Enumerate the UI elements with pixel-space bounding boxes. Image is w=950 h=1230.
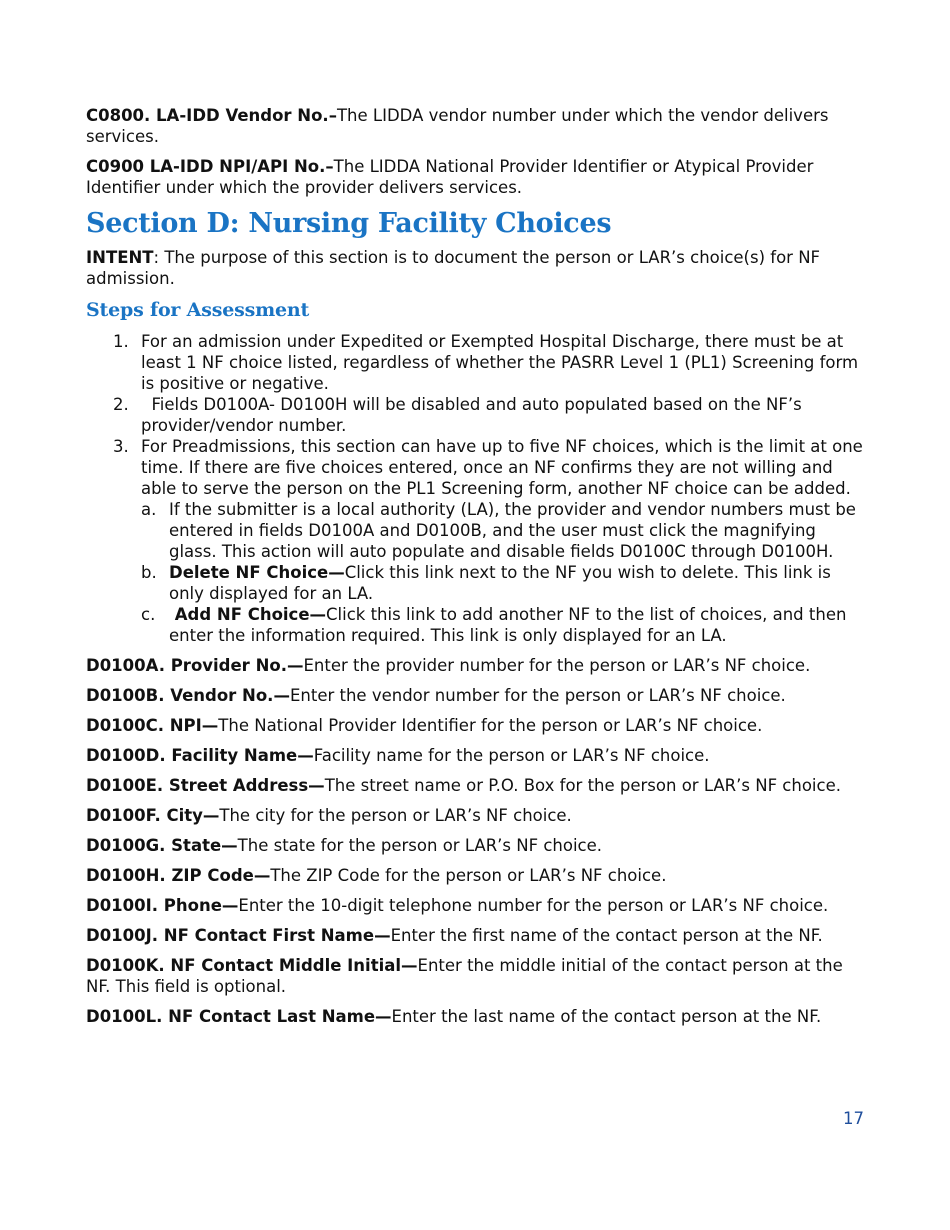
substeps-list [141, 499, 866, 646]
substep-term: Delete NF Choice— [169, 563, 345, 582]
definition-c0900 [86, 156, 866, 198]
substep-text: If the submitter is a local authority (LA), the provider and vendor numbers must be entered in fields D0100A and D0100B, and the user must click the magnifying glass. This action will auto populate and disable fields D0100C through D0100H. [169, 500, 856, 561]
definition-term: D0100E. Street Address— [86, 776, 325, 795]
definition-d0100k [86, 955, 866, 997]
definition-term: D0100F. City— [86, 806, 220, 825]
definition-text: Enter the vendor number for the person or LAR’s NF choice. [289, 686, 786, 705]
substep-letter: c. [141, 605, 156, 624]
definition-d0100b [86, 685, 866, 706]
definition-d0100g [86, 835, 866, 856]
page-number: 17 [843, 1109, 864, 1128]
substep-text: Click this link to add another NF to the list of choices, and then enter the information required. This link is only displayed for an LA. [169, 605, 847, 645]
step-number: 1. [113, 332, 129, 351]
step-text: Fields D0100A- D0100H will be disabled and auto populated based on the NF’s provider/vendor number. [141, 395, 807, 435]
step-text: For an admission under Expedited or Exempted Hospital Discharge, there must be at least 1 NF choice listed, regardless of whether the PASRR Level 1 (PL1) Screening form is positive or negative. [141, 332, 859, 393]
definition-c0800 [86, 105, 866, 147]
step-item [86, 331, 866, 394]
definition-term: D0100C. NPI— [86, 716, 219, 735]
definition-term: D0100D. Facility Name— [86, 746, 314, 765]
substep-letter: b. [141, 563, 157, 582]
definition-term: D0100A. Provider No.— [86, 656, 304, 675]
definition-d0100f [86, 805, 866, 826]
section-title: Section D: Nursing Facility Choices [86, 208, 612, 239]
definition-text: The ZIP Code for the person or LAR’s NF choice. [270, 866, 667, 885]
definition-d0100e [86, 775, 866, 796]
substep-term: Add NF Choice— [169, 605, 327, 624]
step-number: 2. [113, 395, 129, 414]
steps-list [86, 331, 866, 646]
definition-text: The National Provider Identifier for the person or LAR’s NF choice. [218, 716, 763, 735]
document-page [86, 105, 866, 1036]
definition-text: Facility name for the person or LAR’s NF choice. [313, 746, 710, 765]
definition-term: D0100K. NF Contact Middle Initial— [86, 956, 418, 975]
step-text: For Preadmissions, this section can have up to five NF choices, which is the limit at one time. If there are five choices entered, once an NF confirms they are not willing and able to serve the person on the PL1 Screening form, another NF choice can be added. [141, 437, 863, 498]
definition-d0100j [86, 925, 866, 946]
intent-label: INTENT [86, 248, 154, 267]
intent-text: : The purpose of this section is to document the person or LAR’s choice(s) for NF admission. [86, 248, 821, 288]
substep-item [141, 562, 866, 604]
definition-d0100d [86, 745, 866, 766]
step-number: 3. [113, 437, 129, 456]
definition-text: Enter the 10-digit telephone number for the person or LAR’s NF choice. [238, 896, 829, 915]
definition-text: Enter the provider number for the person or LAR’s NF choice. [303, 656, 811, 675]
definition-text: The LIDDA National Provider Identifier or Atypical Provider Identifier under which the provider delivers services. [86, 157, 814, 197]
definition-term: C0800. LA-IDD Vendor No.– [86, 106, 337, 125]
definition-term: D0100G. State— [86, 836, 238, 855]
definition-text: Enter the middle initial of the contact person at the NF. This field is optional. [86, 956, 843, 996]
definition-text: Enter the last name of the contact person at the NF. [391, 1007, 822, 1026]
definition-term: C0900 LA-IDD NPI/API No.– [86, 157, 334, 176]
definition-d0100l [86, 1006, 866, 1027]
definition-text: The street name or P.O. Box for the person or LAR’s NF choice. [324, 776, 841, 795]
definition-term: D0100H. ZIP Code— [86, 866, 271, 885]
step-item [86, 436, 866, 646]
definition-text: The state for the person or LAR’s NF choice. [237, 836, 602, 855]
substep-item [141, 604, 866, 646]
substep-letter: a. [141, 500, 157, 519]
step-item [86, 394, 866, 436]
steps-heading: Steps for Assessment [86, 299, 310, 321]
definition-d0100i [86, 895, 866, 916]
definition-text: The city for the person or LAR’s NF choice. [219, 806, 572, 825]
definition-term: D0100B. Vendor No.— [86, 686, 290, 705]
intent-paragraph [86, 247, 866, 289]
definition-term: D0100I. Phone— [86, 896, 239, 915]
substep-item [141, 499, 866, 562]
definition-text: Enter the first name of the contact person at the NF. [390, 926, 823, 945]
definition-d0100h [86, 865, 866, 886]
definition-text: The LIDDA vendor number under which the vendor delivers services. [86, 106, 829, 146]
definition-term: D0100J. NF Contact First Name— [86, 926, 391, 945]
substep-text: Click this link next to the NF you wish to delete. This link is only displayed for an LA. [169, 563, 831, 603]
definition-d0100c [86, 715, 866, 736]
definition-d0100a [86, 655, 866, 676]
definition-term: D0100L. NF Contact Last Name— [86, 1007, 392, 1026]
